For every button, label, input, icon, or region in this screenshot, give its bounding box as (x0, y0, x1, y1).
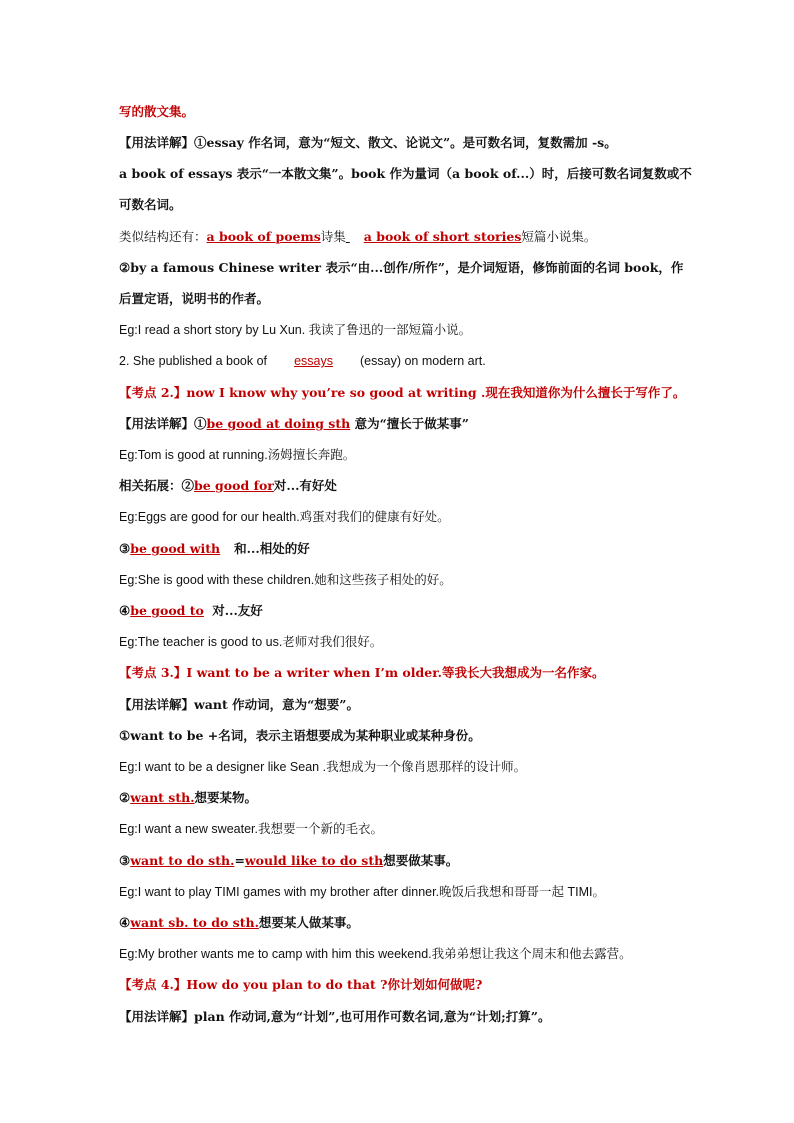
example-eggs: Eg:Eggs are good for our health.鸡蛋对我们的健康有好处。 (119, 510, 450, 524)
usage-by-writer-cont: 后置定语，说明书的作者。 (119, 291, 270, 306)
usage-want-sb-to-do: ④want sb. to do sth.想要某人做某事。 (119, 915, 359, 930)
usage-be-good-at: 【用法详解】①be good at doing sth 意为“擅长于做某事” (119, 416, 469, 431)
key-point-4: 【考点 4.】How do you plan to do that ?你计划如何做呢? (119, 977, 483, 992)
usage-by-writer: ②by a famous Chinese writer 表示“由...创作/所作”，是介词短语，修饰前面的名词 book，作 (119, 260, 684, 275)
key-point-2: 【考点 2.】now I know why you’re so good at writing .现在我知道你为什么擅长于写作了。 (119, 385, 686, 400)
example-camp: Eg:My brother wants me to camp with him this weekend.我弟弟想让我这个周末和他去露营。 (119, 947, 632, 961)
continuation-line: 写的散文集。 (119, 104, 195, 119)
answer-want-sth: want sth. (130, 790, 195, 805)
example-teacher: Eg:The teacher is good to us.老师对我们很好。 (119, 635, 383, 649)
extension-be-good-to: ④be good to 对...友好 (119, 603, 263, 618)
answer-book-of-short-stories: a book of short stories (363, 229, 522, 244)
book-of-explanation: a book of essays 表示“一本散文集”。book 作为量词（a book of...）时，后接可数名词复数或不 (119, 166, 692, 181)
extension-be-good-with: ③be good with 和...相处的好 (119, 541, 310, 556)
answer-be-good-for: be good for (194, 478, 274, 493)
example-tom: Eg:Tom is good at running.汤姆擅长奔跑。 (119, 448, 356, 462)
example-designer: Eg:I want to be a designer like Sean .我想成为一个像肖恩那样的设计师。 (119, 760, 527, 774)
usage-want-sth: ②want sth.想要某物。 (119, 790, 258, 805)
similar-structures: 类似结构还有：a book of poems诗集 a book of short stories短篇小说集。 (119, 229, 597, 244)
example-lu-xun: Eg:I read a short story by Lu Xun. 我读了鲁迅的一部短篇小说。 (119, 323, 472, 337)
key-point-3: 【考点 3.】I want to be a writer when I’m older.等我长大我想成为一名作家。 (119, 665, 605, 680)
answer-be-good-at: be good at doing sth (206, 416, 351, 431)
answer-want-sb-to-do: want sb. to do sth. (130, 915, 259, 930)
exercise-2: 2. She published a book of essays (essay) on modern art. (119, 354, 486, 368)
book-of-explanation-cont: 可数名词。 (119, 197, 182, 212)
usage-plan: 【用法详解】plan 作动词,意为“计划”,也可用作可数名词,意为“计划;打算”。 (119, 1009, 551, 1024)
answer-would-like-to-do: would like to do sth (244, 853, 384, 868)
answer-be-good-to: be good to (130, 603, 204, 618)
answer-book-of-poems: a book of poems (206, 229, 321, 244)
answer-want-to-do: want to do sth. (130, 853, 235, 868)
example-timi: Eg:I want to play TIMI games with my brother after dinner.晚饭后我想和哥哥一起 TIMI。 (119, 885, 606, 899)
example-children: Eg:She is good with these children.她和这些孩子相处的好。 (119, 573, 452, 587)
answer-be-good-with: be good with (130, 541, 221, 556)
usage-want: 【用法详解】want 作动词，意为“想要”。 (119, 697, 359, 712)
usage-want-to-be: ①want to be +名词，表示主语想要成为某种职业或某种身份。 (119, 728, 481, 743)
answer-essays: essays (294, 354, 333, 368)
usage-essay: 【用法详解】①essay 作名词，意为“短文、散文、论说文”。是可数名词，复数需加 -s。 (119, 135, 617, 150)
example-sweater: Eg:I want a new sweater.我想要一个新的毛衣。 (119, 822, 383, 836)
extension-be-good-for: 相关拓展：②be good for对...有好处 (119, 478, 337, 493)
usage-want-to-do: ③want to do sth.=would like to do sth想要做某事。 (119, 853, 459, 868)
